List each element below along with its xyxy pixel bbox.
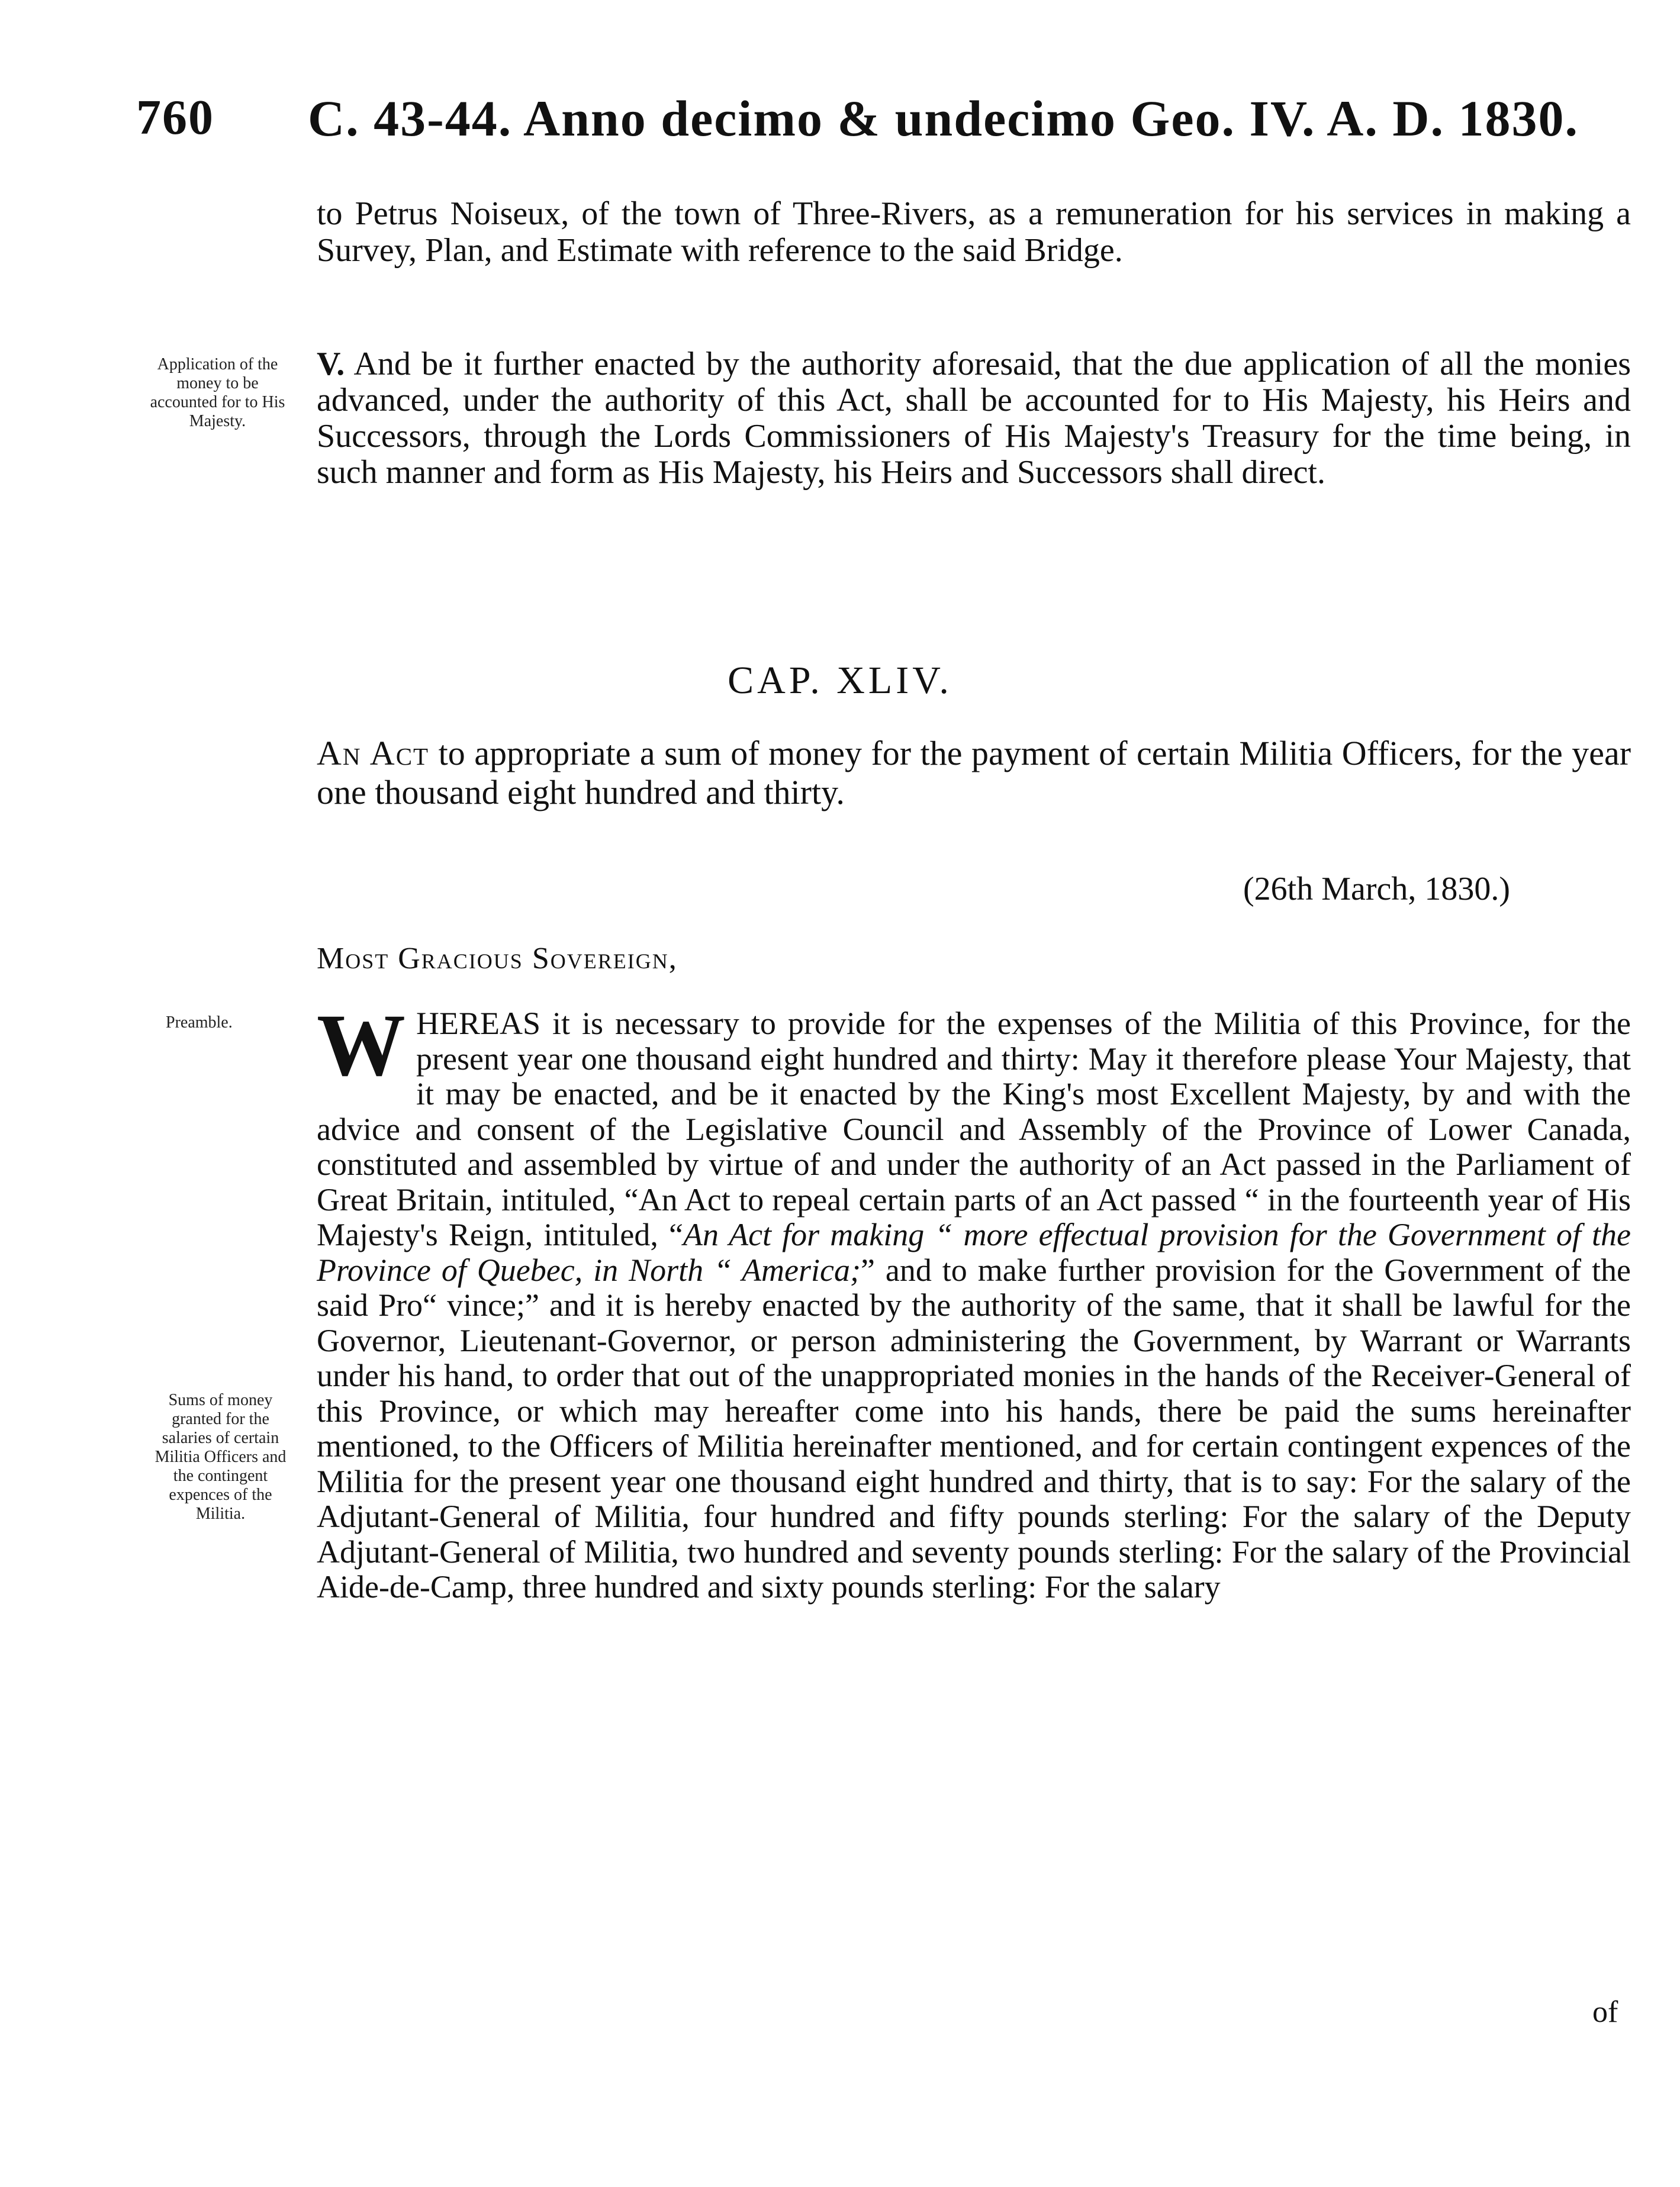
page-header <box>0 89 1680 166</box>
preamble-text-italic: An Act for making “ more effectual provision for the Government of the Province of Quebec, in North “ America; <box>317 1217 1631 1288</box>
margin-note-preamble: Preamble. <box>166 1013 233 1032</box>
salutation: Most Gracious Sovereign, <box>317 942 678 975</box>
act-date: (26th March, 1830.) <box>1243 871 1511 907</box>
preamble-paragraph <box>317 996 1631 1605</box>
act-title-lead: An Act <box>317 734 430 772</box>
preamble-text-2: ” and to make further provision for the Government of the said Pro“ vince;” and it is hereby enacted by the authority of the same, that it shall be lawful for the Governor, Lieutenant-Governor, or person administering the Government, by Warrant or Warrants under his hand, to order that out of the unappropriated monies in the hands of the Receiver-General of this Province, or which may hereafter come into his hands, there be paid the sums hereinafter mentioned, to the Officers of Militia hereinafter mentioned, and for certain contingent expences of the Militia for the present year one thousand eight hundred and thirty, that is to say: For the salary of the Adjutant-General of Militia, four hundred and fifty pounds sterling: For the salary of the Deputy Adjutant-General of Militia, two hundred and seventy pounds sterling: For the salary of the Provincial Aide-de-Camp, three hundred and sixty pounds sterling: For the salary <box>317 1252 1631 1605</box>
dropcap-letter: W <box>317 996 405 1094</box>
section-number: V. <box>317 346 345 382</box>
preamble-text-1: HEREAS it is necessary to provide for the expenses of the Militia of this Province, for the present year one thousand eight hundred and thirty: May it therefore please Your Majesty, that it may be enacted, and be it enacted by the King's most Excellent Majesty, by and with the advice and consent of the Legislative Council and Assembly of the Province of Lower Canada, constituted and assembled by virtue of and under the authority of an Act passed in the Parliament of Great Britain, intituled, “An Act to repeal certain parts of an Act passed “ in the fourteenth year of His Majesty's Reign, intituled, “ <box>317 1006 1631 1252</box>
section-v-paragraph <box>317 346 1631 491</box>
chapter-heading: CAP. XLIV. <box>728 659 952 702</box>
act-title-rest: to appropriate a sum of money for the payment of certain Militia Officers, for the year one thousand eight hundred and thirty. <box>317 734 1631 811</box>
margin-note-sums: Sums of money granted for the salaries of certain Militia Officers and the contingent expences of the Militia. <box>155 1391 287 1523</box>
continuation-paragraph: to Petrus Noiseux, of the town of Three-Rivers, as a remuneration for his services in making a Survey, Plan, and Estimate with reference to the said Bridge. <box>317 195 1631 269</box>
margin-note-application: Application of the money to be accounted for to His Majesty. <box>150 355 285 430</box>
act-title <box>317 734 1631 812</box>
running-title: C. 43-44. Anno decimo & undecimo Geo. IV. A. D. 1830. <box>308 90 1579 147</box>
section-v-text: And be it further enacted by the authority aforesaid, that the due application of all the monies advanced, under the authority of this Act, shall be accounted for to His Majesty, his Heirs and Successors, through the Lords Commissioners of His Majesty's Treasury for the time being, in such manner and form as His Majesty, his Heirs and Successors shall direct. <box>317 346 1631 491</box>
catch-word: of <box>1592 1995 1618 2029</box>
page-number: 760 <box>136 90 214 145</box>
